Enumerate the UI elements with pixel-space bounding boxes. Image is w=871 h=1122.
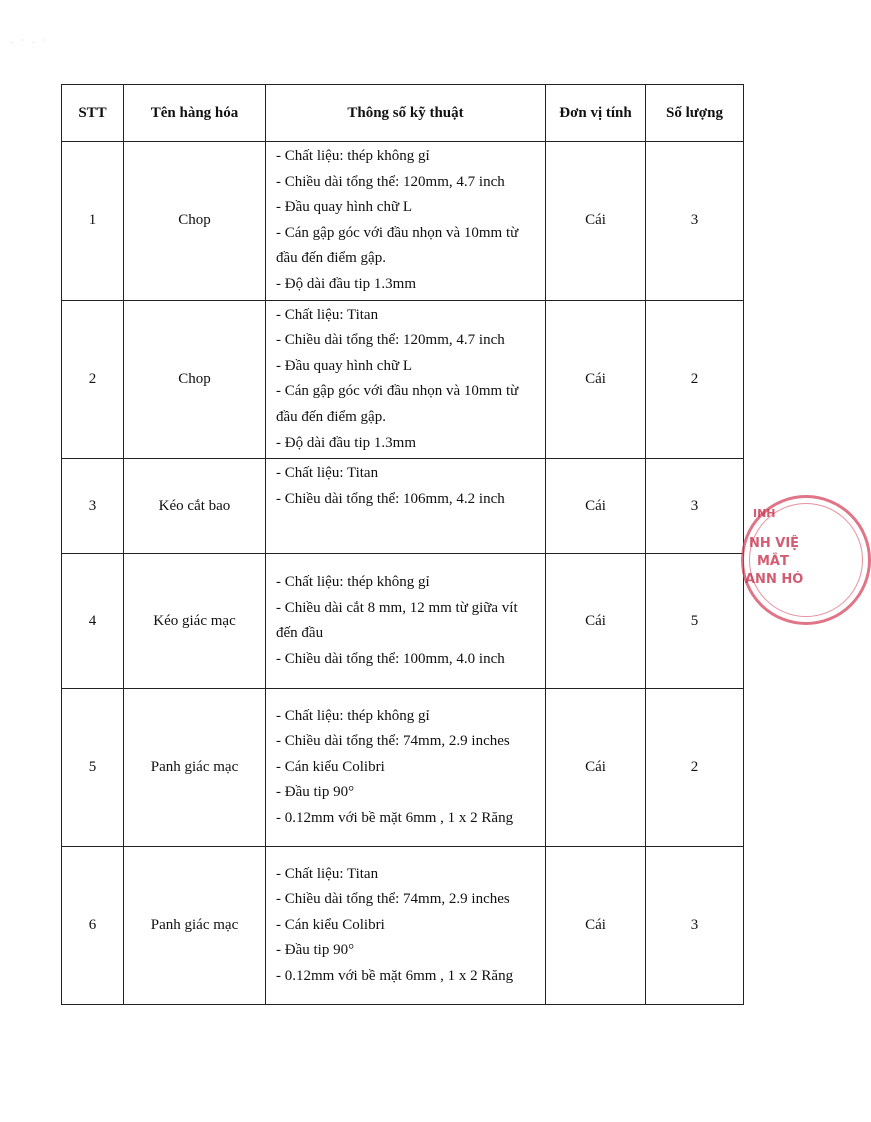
spec-line: - Chiều dài tổng thể: 120mm, 4.7 inch	[276, 332, 505, 349]
table-row	[62, 554, 744, 689]
cell-spec	[266, 300, 546, 459]
cell-qty: 3	[646, 142, 744, 301]
cell-qty: 3	[646, 459, 744, 554]
cell-unit: Cái	[546, 554, 646, 689]
spec-line: - Chiều dài tổng thể: 106mm, 4.2 inch	[276, 490, 505, 507]
header-name: Tên hàng hóa	[124, 85, 266, 142]
spec-line: - Chất liệu: Titan	[276, 465, 379, 482]
cell-stt: 1	[62, 142, 124, 301]
spec-line: - Độ dài đầu tip 1.3mm	[276, 434, 416, 451]
table-header-row	[62, 85, 744, 142]
cell-name: Chop	[124, 142, 266, 301]
table-row	[62, 689, 744, 847]
spec-line: - 0.12mm với bề mặt 6mm , 1 x 2 Răng	[276, 968, 514, 985]
spec-line: - Đầu tip 90°	[276, 942, 355, 959]
spec-line: - Chiều dài tổng thể: 100mm, 4.0 inch	[276, 650, 505, 667]
seal-text: NH VIỆ	[749, 536, 800, 551]
cell-name: Panh giác mạc	[124, 689, 266, 847]
spec-line: - Cán kiểu Colibri	[276, 758, 385, 775]
cell-name: Panh giác mạc	[124, 847, 266, 1005]
header-spec: Thông số kỹ thuật	[266, 85, 546, 142]
seal-text: INH	[753, 507, 776, 520]
cell-stt: 3	[62, 459, 124, 554]
cell-name: Chop	[124, 300, 266, 459]
spec-line: - Chất liệu: Titan	[276, 865, 379, 882]
spec-line: - Đầu tip 90°	[276, 784, 355, 801]
scan-artifact: . · . ·	[10, 36, 49, 45]
spec-line: - Độ dài đầu tip 1.3mm	[276, 275, 416, 292]
cell-unit: Cái	[546, 459, 646, 554]
spec-line: - 0.12mm với bề mặt 6mm , 1 x 2 Răng	[276, 810, 514, 827]
seal-text: MẮT	[757, 554, 789, 569]
cell-unit: Cái	[546, 847, 646, 1005]
cell-spec	[266, 459, 546, 554]
cell-qty: 5	[646, 554, 744, 689]
spec-line: - Chất liệu: Titan	[276, 306, 379, 323]
spec-line: - Chiều dài cắt 8 mm, 12 mm từ giữa vít đến đầu	[276, 599, 518, 642]
red-stamp-seal	[735, 495, 855, 635]
spec-line: - Cán kiểu Colibri	[276, 916, 385, 933]
spec-line: - Đầu quay hình chữ L	[276, 357, 413, 374]
spec-line: - Chiều dài tổng thể: 74mm, 2.9 inches	[276, 891, 510, 908]
table-row	[62, 847, 744, 1005]
spec-line: - Cán gập góc với đầu nhọn và 10mm từ đầu đến điểm gập.	[276, 224, 519, 267]
goods-spec-table	[61, 84, 744, 1005]
spec-line: - Chất liệu: thép không gỉ	[276, 573, 430, 590]
cell-spec	[266, 689, 546, 847]
cell-unit: Cái	[546, 142, 646, 301]
cell-qty: 2	[646, 300, 744, 459]
cell-qty: 2	[646, 689, 744, 847]
seal-text: ANN HÓ	[745, 572, 804, 587]
cell-stt: 6	[62, 847, 124, 1005]
cell-spec	[266, 142, 546, 301]
spec-line: - Đầu quay hình chữ L	[276, 199, 413, 216]
spec-line: - Chất liệu: thép không gỉ	[276, 148, 430, 164]
spec-line: - Chiều dài tổng thể: 120mm, 4.7 inch	[276, 173, 505, 190]
spec-line: - Chất liệu: thép không gỉ	[276, 707, 430, 724]
cell-name: Kéo cắt bao	[124, 459, 266, 554]
cell-stt: 2	[62, 300, 124, 459]
cell-qty: 3	[646, 847, 744, 1005]
table-row	[62, 300, 744, 459]
header-unit: Đơn vị tính	[546, 85, 646, 142]
table-row	[62, 459, 744, 554]
cell-spec	[266, 847, 546, 1005]
table-row	[62, 142, 744, 301]
cell-spec	[266, 554, 546, 689]
cell-name: Kéo giác mạc	[124, 554, 266, 689]
cell-stt: 4	[62, 554, 124, 689]
header-stt: STT	[62, 85, 124, 142]
cell-unit: Cái	[546, 300, 646, 459]
spec-line: - Chiều dài tổng thể: 74mm, 2.9 inches	[276, 733, 510, 750]
cell-stt: 5	[62, 689, 124, 847]
header-qty: Số lượng	[646, 85, 744, 142]
spec-line: - Cán gập góc với đầu nhọn và 10mm từ đầu đến điểm gập.	[276, 383, 519, 425]
cell-unit: Cái	[546, 689, 646, 847]
